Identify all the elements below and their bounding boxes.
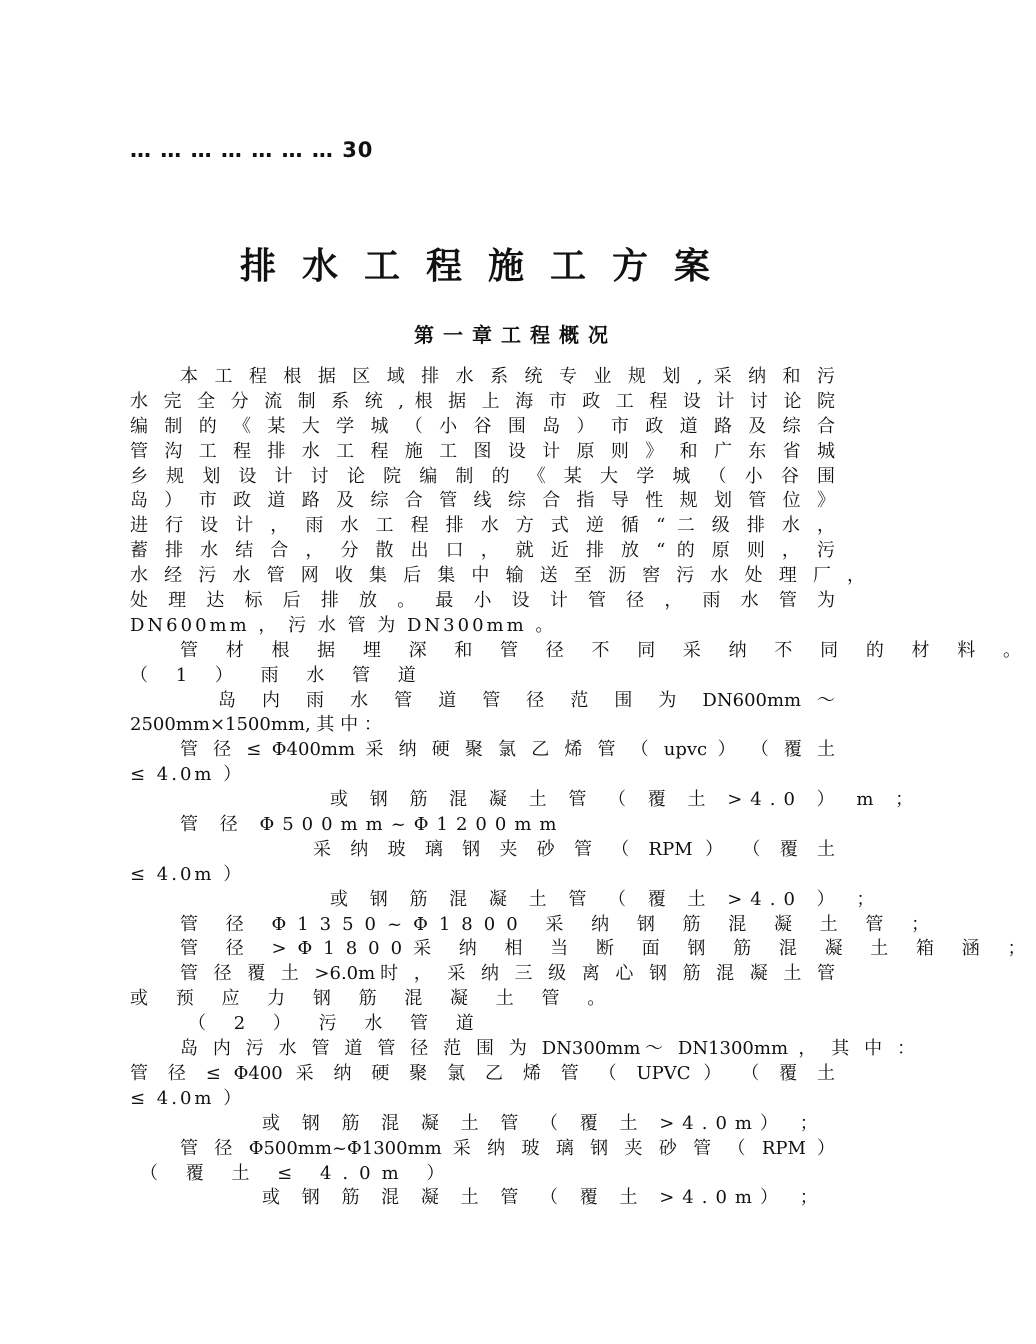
text-line: ≤ 4.0m ）: [130, 1087, 245, 1109]
text-line: 或 钢 筋 混 凝 土 管 （ 覆 土 >4.0 ） ；: [330, 888, 883, 910]
text-line: ≤ 4.0m ）: [130, 863, 245, 885]
text-line: 管 径 >Φ1800采 纳 相 当 断 面 钢 筋 混 凝 土 箱 涵 ；: [180, 938, 1036, 960]
text-line: 管 沟 工 程 排 水 工 程 施 工 图 设 计 原 则 》 和 广 东 省 城: [130, 440, 835, 462]
text-line: 采 纳 玻 璃 钢 夹 砂 管 （ RPM ） （ 覆 土: [313, 838, 835, 860]
toc-page-number: 30: [342, 138, 374, 162]
text-line: 岛 内 雨 水 管 道 管 径 范 围 为 DN600mm ～: [218, 689, 835, 711]
text-line: 进 行 设 计 ， 雨 水 工 程 排 水 方 式 逆 循 “ 二 级 排 水 ，: [130, 515, 835, 537]
text-line: 2500mm×1500mm, 其 中 ：: [130, 714, 382, 736]
text-line: ≤ 4.0m ）: [130, 764, 245, 786]
text-line: 管 径 Φ1350~Φ1800 采 纳 钢 筋 混 凝 土 管 ；: [180, 913, 941, 935]
text-line: 管 径 Φ500mm~Φ1300mm 采 纳 玻 璃 钢 夹 砂 管 （ RPM ）: [180, 1137, 835, 1159]
text-line: DN600mm ， 污 水 管 为 DN300mm 。: [130, 614, 557, 636]
text-line: 处 理 达 标 后 排 放 。 最 小 设 计 管 径 ， 雨 水 管 为: [130, 590, 835, 612]
text-line: （ 2 ） 污 水 管 道: [188, 1013, 485, 1035]
text-line: 水 经 污 水 管 网 收 集 后 集 中 输 送 至 沥 窖 污 水 处 理 厂 ，: [130, 565, 865, 587]
text-line: 蓄 排 水 结 合 ， 分 散 出 口 ， 就 近 排 放 “ 的 原 则 ， 污: [130, 540, 835, 562]
text-line: 水 完 全 分 流 制 系 统 , 根 据 上 海 市 政 工 程 设 计 讨 论 院: [130, 390, 835, 412]
body-text: [130, 365, 1036, 1211]
text-line: （ 1 ） 雨 水 管 道: [130, 664, 427, 686]
text-line: 编 制 的 《 某 大 学 城 （ 小 谷 围 岛 ） 市 政 道 路 及 综 合: [130, 415, 835, 437]
text-line: 本 工 程 根 据 区 域 排 水 系 统 专 业 规 划 , 采 纳 和 污: [180, 366, 835, 387]
text-line: 乡 规 划 设 计 讨 论 院 编 制 的 《 某 大 学 城 （ 小 谷 围: [130, 465, 835, 487]
text-line: 管 材 根 据 埋 深 和 管 径 不 同 采 纳 不 同 的 材 料 。: [180, 639, 1032, 661]
text-line: 管 径 ≤ Φ400mm 采 纳 硬 聚 氯 乙 烯 管 （ upvc ） （ 覆 土: [180, 739, 835, 761]
text-line: （ 覆 土 ≤ 4.0m ）: [140, 1162, 456, 1184]
text-line: 或 钢 筋 混 凝 土 管 （ 覆 土 >4.0 ） m ；: [330, 789, 922, 811]
text-line: 或 钢 筋 混 凝 土 管 （ 覆 土 >4.0m） ；: [262, 1112, 826, 1134]
toc-entry: [130, 138, 373, 162]
text-line: 管 径 ≤ Φ400 采 纳 硬 聚 氯 乙 烯 管 （ UPVC ） （ 覆 土: [130, 1062, 835, 1084]
chapter-title: 第一章工程概况: [414, 323, 617, 347]
text-line: 管 径 覆 土 >6.0m时 ， 采 纳 三 级 离 心 钢 筋 混 凝 土 管: [180, 963, 835, 985]
text-line: 岛 ） 市 政 道 路 及 综 合 管 线 综 合 指 导 性 规 划 管 位 》: [130, 490, 835, 512]
text-line: 或 预 应 力 钢 筋 混 凝 土 管 。: [130, 988, 617, 1010]
document-title: 排水工程施工方案: [239, 246, 736, 287]
text-line: 管 径 Φ500mm~Φ1200mm: [180, 814, 565, 836]
toc-leader-dots: … … … … … … …: [130, 138, 334, 162]
text-line: 或 钢 筋 混 凝 土 管 （ 覆 土 >4.0m） ；: [262, 1187, 826, 1209]
text-line: 岛 内 污 水 管 道 管 径 范 围 为 DN300mm～ DN1300mm ， 其 中 ：: [180, 1038, 915, 1060]
